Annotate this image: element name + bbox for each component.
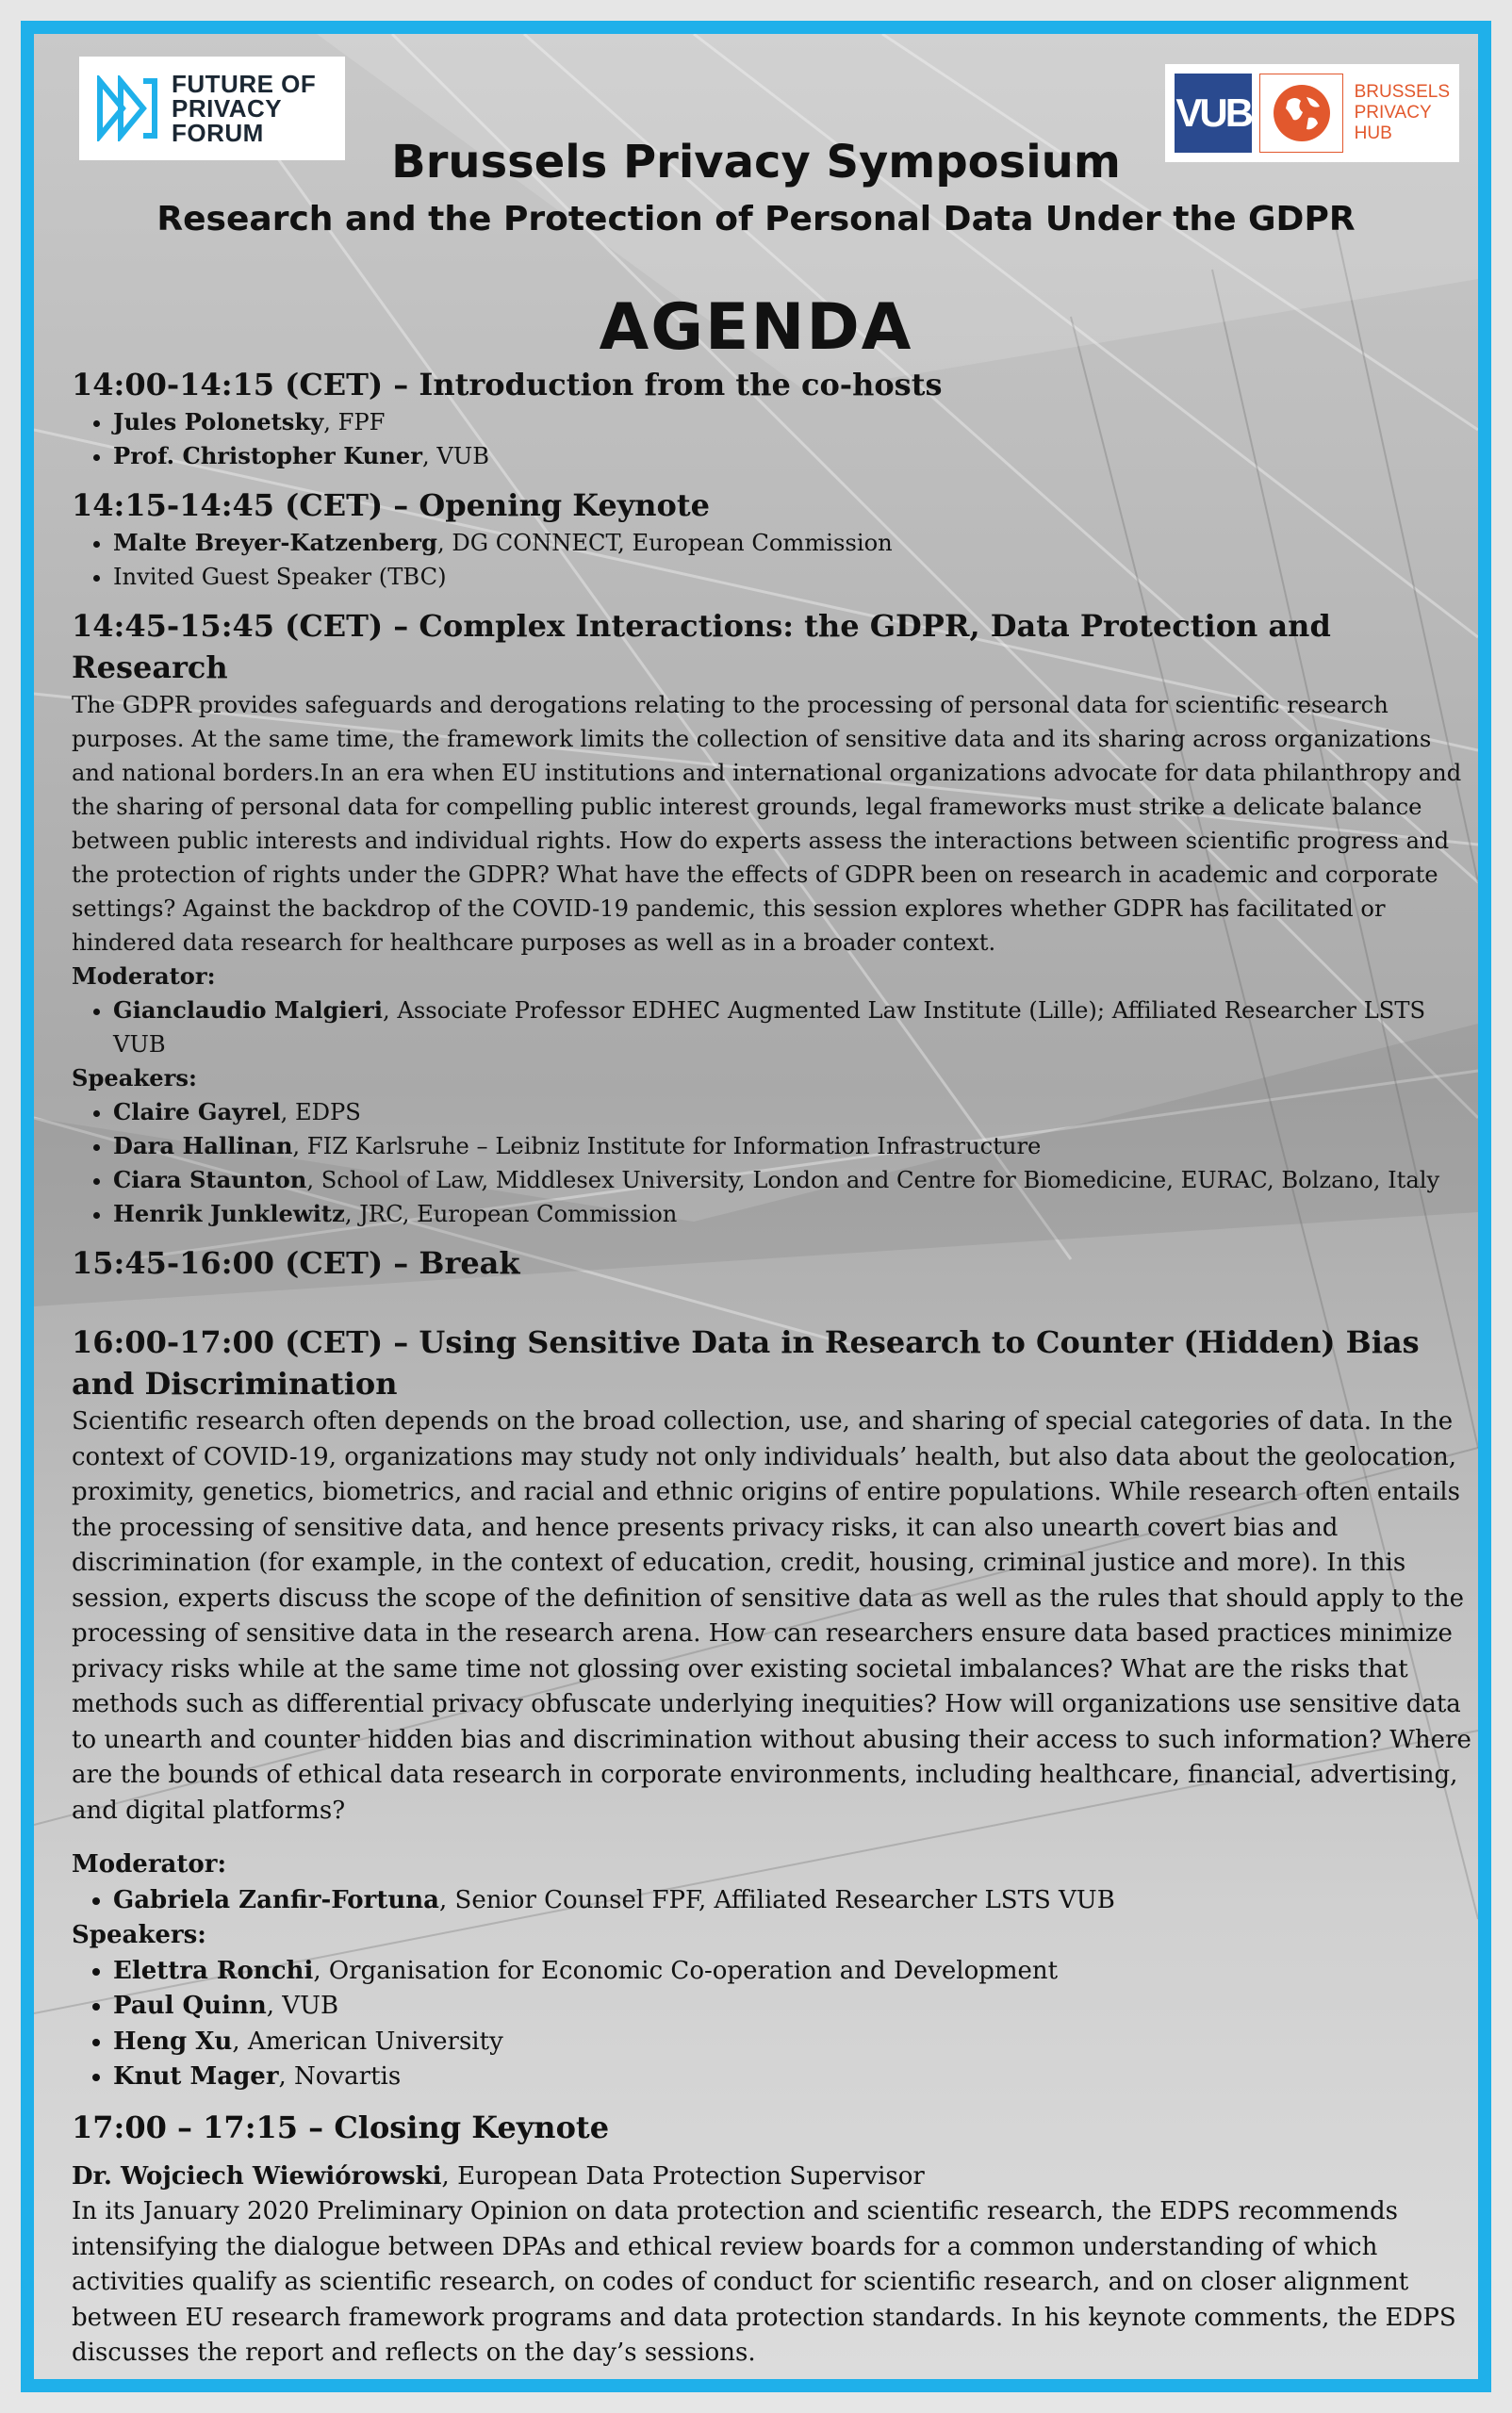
person-name: Henrik Junklewitz [113, 1200, 345, 1227]
list-item [113, 2060, 1476, 2095]
session-title: 14:45-15:45 (CET) – Complex Interactions: the GDPR, Data Protection and Research [72, 608, 1331, 685]
symposium-title: Brussels Privacy Symposium [391, 136, 1121, 189]
person-affiliation: , FPF [323, 409, 386, 435]
speakers-label: Speakers: [72, 1921, 206, 1949]
fpf-line-3: FORUM [172, 119, 264, 147]
agenda-heading: AGENDA [599, 290, 913, 365]
moderator-list [72, 993, 1476, 1061]
person-affiliation: , EDPS [280, 1099, 361, 1125]
moderator-label: Moderator: [72, 1850, 227, 1879]
session-title: 17:00 – 17:15 – Closing Keynote [72, 2109, 610, 2145]
person-affiliation: , VUB [266, 1992, 339, 2020]
person-affiliation: , VUB [421, 443, 489, 469]
person-name: Dr. Wojciech Wiewiórowski [72, 2161, 442, 2191]
bph-line-3: HUB [1354, 123, 1392, 143]
fpf-line-2: PRIVACY [172, 94, 283, 123]
moderator-list [72, 1883, 1476, 1919]
session-opening-keynote [72, 484, 1476, 594]
speaker-list [72, 526, 1476, 594]
list-item [113, 1163, 1476, 1197]
list-item [113, 526, 1476, 560]
agenda-content [34, 34, 1478, 2379]
session-closing-keynote [72, 2107, 1476, 2372]
person-name: Gianclaudio Malgieri [113, 996, 383, 1024]
list-item [113, 1989, 1476, 2025]
person-name: Malte Breyer-Katzenberg [113, 529, 437, 556]
moderator-label: Moderator: [72, 962, 216, 990]
symposium-subtitle: Research and the Protection of Personal Data Under the GDPR [156, 200, 1356, 238]
person-affiliation: , Associate Professor EDHEC Augmented Law Institute (Lille); Affiliated Researcher LSTS VUB [113, 997, 1426, 1058]
person-affiliation: , Novartis [278, 2062, 402, 2091]
list-item [113, 2025, 1476, 2060]
person-name: Gabriela Zanfir-Fortuna [113, 1885, 439, 1914]
list-item [113, 1883, 1476, 1919]
fpf-chevrons-icon [94, 75, 160, 141]
session-title: 16:00-17:00 (CET) – Using Sensitive Data in Research to Counter (Hidden) Bias and Discrimination [72, 1324, 1420, 1402]
speaker-list [72, 1095, 1476, 1231]
fpf-line-1: FUTURE OF [172, 70, 317, 98]
session-title: 14:00-14:15 (CET) – Introduction from the co-hosts [72, 367, 943, 402]
session-description: The GDPR provides safeguards and derogations relating to the processing of personal data for scientific research purposes. At the same time, the framework limits the collection of sensitive data and its sharing across organizations and national borders.In an era when EU institutions and international organizations advocate for data philanthropy and the sharing of personal data for compelling public interest grounds, legal frameworks must strike a delicate balance between public interests and individual rights. How do experts assess the interactions between scientific progress and the protection of rights under the GDPR? What have the effects of GDPR been on research in academic and corporate settings? Against the backdrop of the COVID-19 pandemic, this session explores whether GDPR has facilitated or hindered data research for healthcare purposes as well as in a broader context. [72, 692, 1462, 956]
person-affiliation: , American University [232, 2027, 503, 2056]
person-name: Knut Mager [113, 2062, 279, 2091]
speaker-list [72, 1954, 1476, 2095]
keynote-speaker [72, 2159, 1476, 2195]
agenda-frame [21, 21, 1491, 2392]
speaker-list [72, 405, 1476, 473]
session-description: In its January 2020 Preliminary Opinion on data protection and scientific research, the EDPS recommends intensifying the dialogue between DPAs and ethical review boards for a common understanding of which activities qualify as scientific research, on codes of conduct for scientific research, and on closer alignment between EU research framework programs and data protection standards. In his keynote comments, the EDPS discusses the report and reflects on the day’s sessions. [72, 2197, 1456, 2367]
vub-logo: VUB [1175, 74, 1252, 153]
list-item [113, 405, 1476, 439]
speakers-label: Speakers: [72, 1064, 197, 1092]
list-item [113, 1129, 1476, 1163]
person-name: Jules Polonetsky [113, 408, 324, 435]
person-affiliation: , School of Law, Middlesex University, London and Centre for Biomedicine, EURAC, Bolzano, Italy [306, 1167, 1440, 1193]
person-affiliation: , Organisation for Economic Co-operation and Development [313, 1956, 1059, 1985]
person-name: Heng Xu [113, 2027, 233, 2056]
person-affiliation: Invited Guest Speaker (TBC) [113, 564, 447, 590]
session-description: Scientific research often depends on the broad collection, use, and sharing of special categories of data. In the context of COVID-19, organizations may study not only individuals’ health, but also data about the geolocation, proximity, genetics, biometrics, and racial and ethnic origins of entire populations. While research often entails the processing of sensitive data, and hence presents privacy risks, it can also unearth covert bias and discrimination (for example, in the context of education, credit, housing, criminal justice and more). In this session, experts discuss the scope of the definition of sensitive data as well as the rules that should apply to the processing of sensitive data in the research arena. How can researchers ensure data based practices minimize privacy risks while at the same time not glossing over existing societal imbalances? What are the risks that methods such as differential privacy obfuscate underlying inequities? How will organizations use sensitive data to unearth and counter hidden bias and discrimination without abusing their access to such information? Where are the bounds of ethical data research in corporate environments, including healthcare, financial, advertising, and digital platforms? [72, 1407, 1471, 1825]
session-title: 14:15-14:45 (CET) – Opening Keynote [72, 487, 711, 523]
person-affiliation: , FIZ Karlsruhe – Leibniz Institute for Information Infrastructure [292, 1133, 1042, 1159]
session-break [72, 1242, 1476, 1284]
session-sensitive-data [72, 1321, 1476, 2095]
person-affiliation: , Senior Counsel FPF, Affiliated Researcher LSTS VUB [439, 1885, 1115, 1914]
person-affiliation: , DG CONNECT, European Commission [436, 530, 893, 556]
session-introduction [72, 364, 1476, 473]
list-item [113, 1197, 1476, 1231]
person-affiliation: , European Data Protection Supervisor [441, 2161, 925, 2191]
list-item [113, 1095, 1476, 1129]
list-item [113, 439, 1476, 473]
list-item [113, 560, 1476, 594]
person-name: Ciara Staunton [113, 1166, 307, 1193]
person-name: Prof. Christopher Kuner [113, 442, 422, 469]
session-title: 15:45-16:00 (CET) – Break [72, 1245, 520, 1281]
person-name: Dara Hallinan [113, 1132, 293, 1159]
person-name: Elettra Ronchi [113, 1956, 314, 1985]
session-complex-interactions [72, 605, 1476, 1231]
list-item [113, 1954, 1476, 1990]
bph-line-2: PRIVACY [1354, 103, 1432, 123]
fpf-logo-text [172, 72, 316, 145]
person-affiliation: , JRC, European Commission [344, 1201, 678, 1227]
list-item [113, 993, 1476, 1061]
person-name: Paul Quinn [113, 1992, 267, 2020]
agenda-body [72, 364, 1476, 2372]
bph-line-1: BRUSSELS [1354, 82, 1450, 102]
person-name: Claire Gayrel [113, 1098, 281, 1125]
